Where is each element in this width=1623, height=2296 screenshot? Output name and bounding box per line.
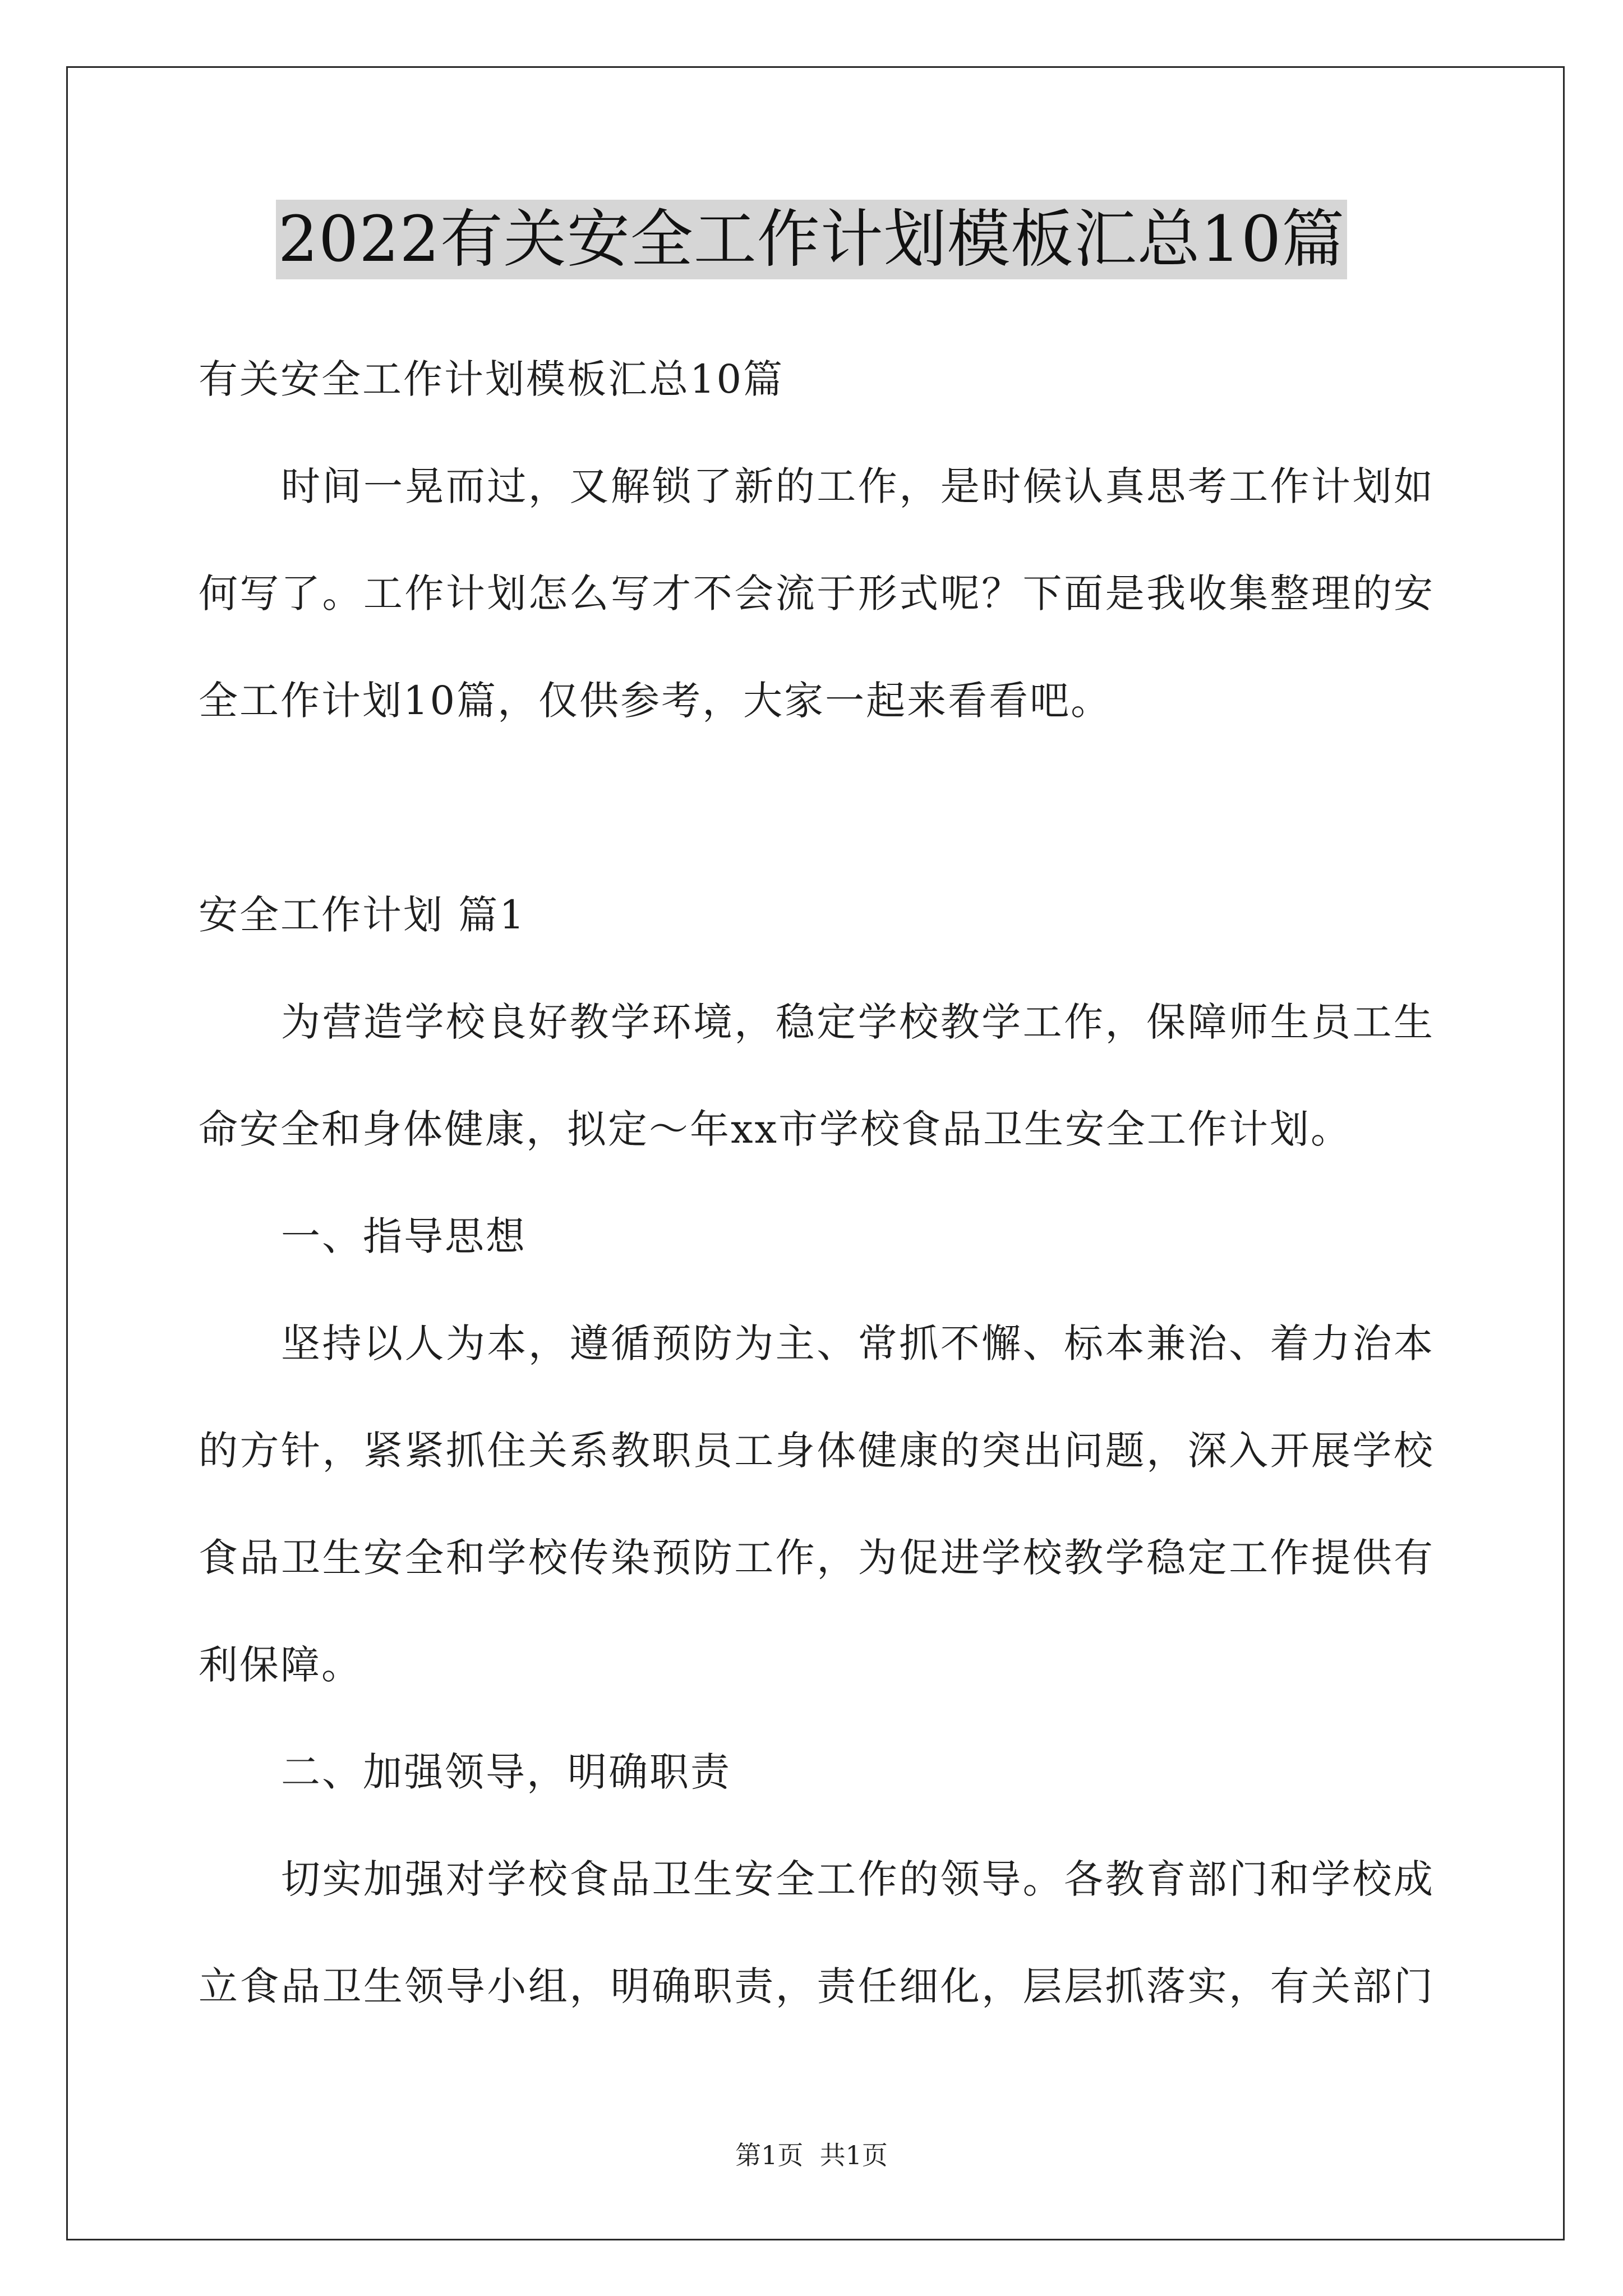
- document-title: 2022有关安全工作计划模板汇总10篇: [276, 200, 1348, 279]
- page-footer: 第1页 共1页: [735, 2140, 888, 2170]
- subheading-leadership: 二、加强领导，明确职责: [281, 1749, 731, 1795]
- section-intro-line: 命安全和身体健康，拟定～年xx市学校食品卫生安全工作计划。: [199, 1106, 1352, 1152]
- leadership-line: 切实加强对学校食品卫生安全工作的领导。各教育部门和学校成: [281, 1856, 1435, 1902]
- guiding-line: 利保障。: [199, 1642, 362, 1688]
- title-container: [73, 200, 1550, 279]
- intro-line: 全工作计划10篇，仅供参考，大家一起来看看吧。: [199, 678, 1112, 724]
- guiding-line: 食品卫生安全和学校传染预防工作，为促进学校教学稳定工作提供有: [199, 1535, 1435, 1581]
- leadership-line: 立食品卫生领导小组，明确职责，责任细化，层层抓落实，有关部门: [199, 1963, 1435, 2009]
- intro-line: 时间一晃而过，又解锁了新的工作，是时候认真思考工作计划如: [281, 463, 1435, 509]
- section-intro-line: 为营造学校良好教学环境，稳定学校教学工作，保障师生员工生: [281, 999, 1435, 1045]
- blank-line: [199, 754, 1435, 862]
- document-body: [199, 326, 1435, 2040]
- section-heading: 安全工作计划 篇1: [199, 892, 526, 938]
- guiding-line: 坚持以人为本，遵循预防为主、常抓不懈、标本兼治、着力治本: [281, 1320, 1435, 1366]
- document-subtitle: 有关安全工作计划模板汇总10篇: [199, 356, 785, 402]
- intro-line: 何写了。工作计划怎么写才不会流于形式呢？下面是我收集整理的安: [199, 570, 1435, 616]
- subheading-guiding-ideas: 一、指导思想: [281, 1213, 527, 1259]
- guiding-line: 的方针，紧紧抓住关系教职员工身体健康的突出问题，深入开展学校: [199, 1428, 1435, 1474]
